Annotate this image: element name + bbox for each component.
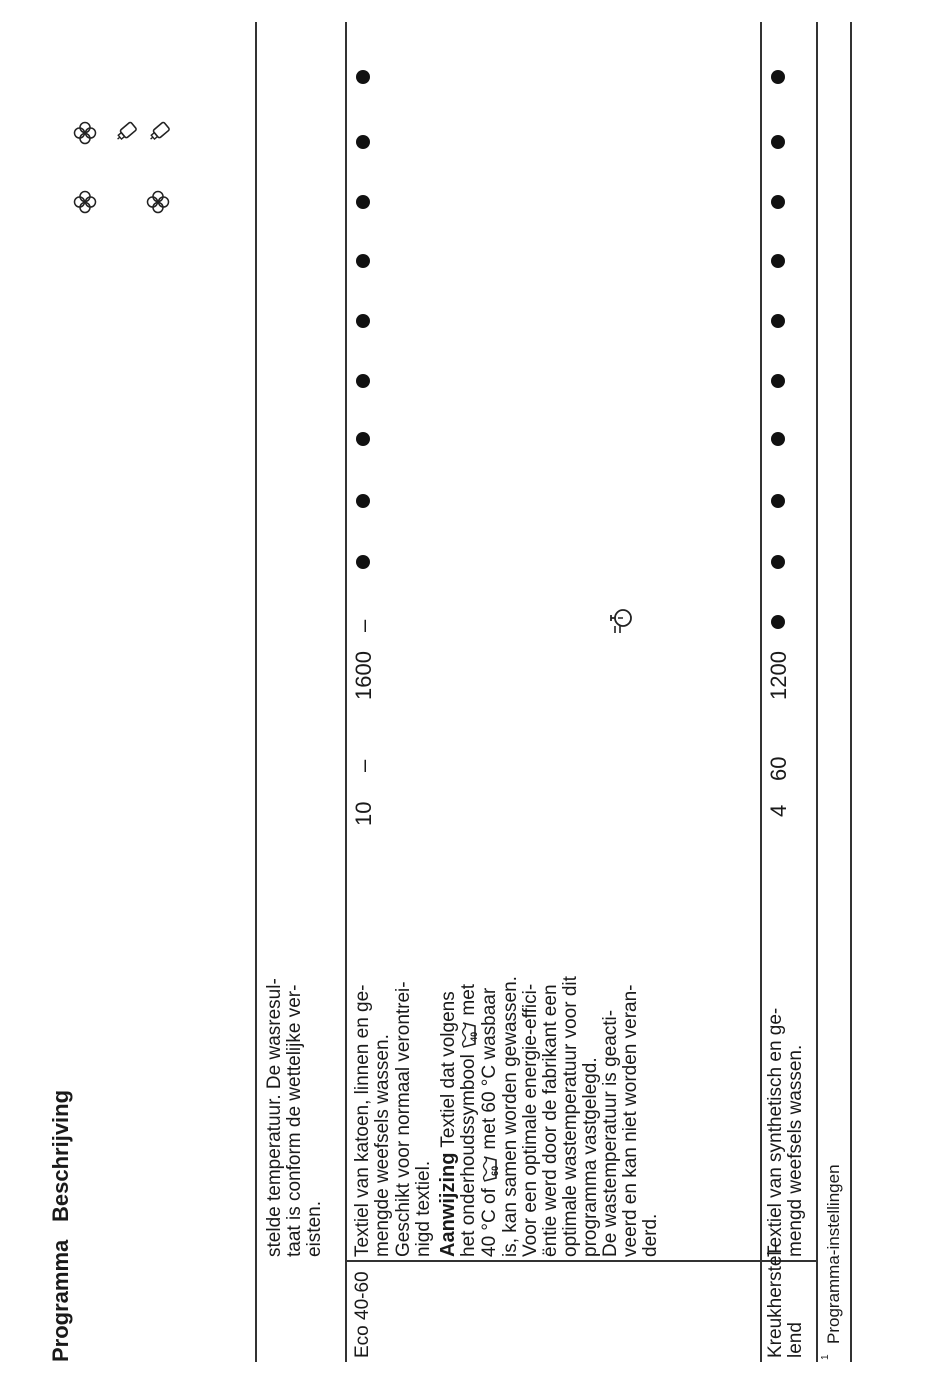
row-divider bbox=[760, 22, 762, 1362]
note-text: het onderhoudssymbool bbox=[458, 1048, 479, 1257]
available-dot bbox=[771, 254, 785, 268]
available-dot bbox=[356, 314, 370, 328]
program-name-line: lend bbox=[785, 1322, 806, 1358]
value-speed-option: – bbox=[351, 619, 376, 632]
description-line: mengd weefsels wassen. bbox=[785, 1044, 806, 1257]
value-spin-speed: 1200 bbox=[766, 651, 791, 700]
detergent-bottle-icon bbox=[146, 119, 172, 145]
available-dot bbox=[771, 555, 785, 569]
column-divider bbox=[345, 1261, 817, 1263]
value-max-load: 10 bbox=[351, 801, 376, 826]
program-name: Eco 40-60 bbox=[352, 1271, 373, 1358]
available-dot bbox=[356, 432, 370, 446]
softener-flower-icon bbox=[73, 190, 97, 214]
available-dot bbox=[356, 254, 370, 268]
available-dot bbox=[771, 135, 785, 149]
note-text: Textiel dat volgens bbox=[438, 991, 459, 1153]
note-line bbox=[459, 984, 479, 1257]
note-line: Voor een optimale energie-effici- bbox=[520, 983, 541, 1257]
description-line: stelde temperatuur. De wasresul- bbox=[264, 978, 285, 1257]
column-header-description: Beschrijving bbox=[48, 1089, 73, 1222]
softener-flower-icon bbox=[146, 190, 170, 214]
description-line: taat is conform de wettelijke ver- bbox=[284, 984, 305, 1257]
value-temperature: – bbox=[351, 759, 376, 772]
description-line: nigd textiel. bbox=[413, 1160, 434, 1257]
row-divider bbox=[850, 22, 852, 1362]
available-dot bbox=[356, 135, 370, 149]
description-line: Textiel van katoen, linnen en ge- bbox=[352, 984, 373, 1257]
row-divider bbox=[255, 22, 257, 1362]
note-line: is, kan samen worden gewassen. bbox=[500, 976, 521, 1257]
description-line: eisten. bbox=[304, 1201, 325, 1257]
value-max-load: 4 bbox=[766, 804, 791, 817]
description-line: Geschikt voor normaal verontrei- bbox=[393, 981, 414, 1257]
row-divider bbox=[345, 22, 347, 1362]
available-dot bbox=[771, 374, 785, 388]
note-line: derd. bbox=[640, 1213, 661, 1257]
note-line: veerd en kan niet worden veran- bbox=[620, 984, 641, 1257]
available-dot bbox=[356, 494, 370, 508]
note-line: programma vastgelegd. bbox=[580, 1057, 601, 1257]
note-line bbox=[480, 988, 500, 1257]
description-line: mengde weefsels wassen. bbox=[372, 1034, 393, 1257]
available-dot bbox=[771, 432, 785, 446]
note-line bbox=[438, 991, 459, 1257]
note-line: De wastemperatuur is geacti- bbox=[600, 1009, 621, 1257]
care-label-40-icon bbox=[460, 1021, 480, 1049]
column-header-program: Programma bbox=[48, 1239, 73, 1362]
note-line: optimale wastemperatuur voor dit bbox=[560, 976, 581, 1257]
available-dot bbox=[771, 195, 785, 209]
available-dot bbox=[771, 494, 785, 508]
note-label: Aanwijzing bbox=[437, 1152, 459, 1257]
row-divider bbox=[816, 22, 818, 1362]
available-dot bbox=[771, 615, 785, 629]
note-text: met bbox=[458, 983, 479, 1021]
speed-timer-icon bbox=[607, 607, 635, 635]
description-line: Textiel van synthetisch en ge- bbox=[765, 1007, 786, 1257]
available-dot bbox=[356, 70, 370, 84]
footnote-marker: 1 bbox=[820, 1354, 831, 1360]
value-spin-speed: 1600 bbox=[351, 651, 376, 700]
available-dot bbox=[356, 374, 370, 388]
available-dot bbox=[771, 70, 785, 84]
available-dot bbox=[771, 314, 785, 328]
note-text: met 60 °C wasbaar bbox=[479, 987, 500, 1155]
footnote-text: Programma-instellingen bbox=[824, 1164, 843, 1344]
care-temp: 40 bbox=[469, 1031, 480, 1042]
care-label-60-icon bbox=[481, 1155, 501, 1183]
care-temp: 60 bbox=[490, 1165, 501, 1176]
note-text: 40 °C of bbox=[479, 1182, 500, 1257]
value-temperature: 60 bbox=[766, 756, 791, 781]
note-line: ëntie werd door de fabrikant een bbox=[540, 984, 561, 1257]
available-dot bbox=[356, 195, 370, 209]
program-name-line: Kreukherstel- bbox=[765, 1245, 786, 1358]
available-dot bbox=[356, 555, 370, 569]
detergent-bottle-icon bbox=[113, 119, 139, 145]
softener-flower-icon bbox=[73, 121, 97, 145]
